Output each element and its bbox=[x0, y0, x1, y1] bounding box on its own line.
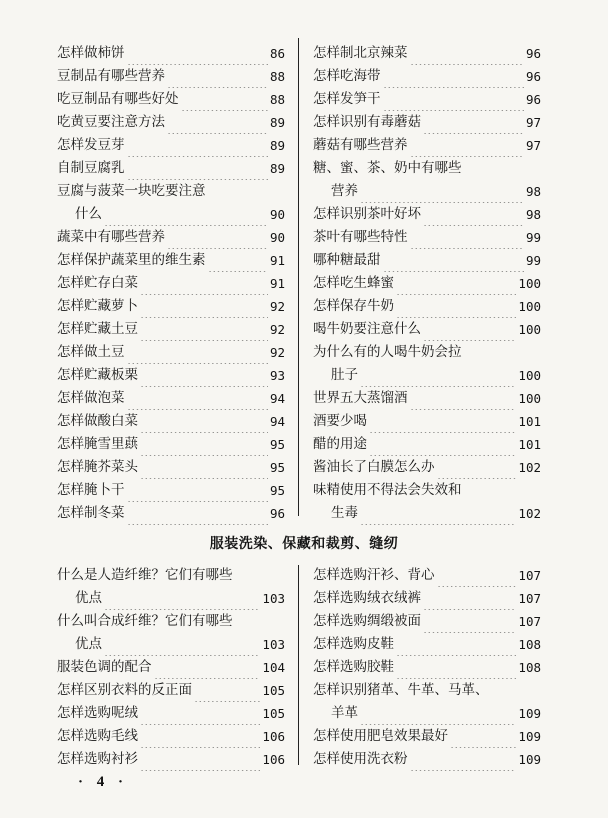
toc-leader-dots bbox=[127, 341, 268, 364]
toc-entry-page-number: 88 bbox=[269, 69, 285, 84]
toc-entry-page-number: 108 bbox=[518, 637, 541, 652]
toc-entry-title: 怎样使用洗衣粉 bbox=[313, 751, 408, 767]
toc-leader-dots bbox=[208, 249, 268, 272]
toc-entry-page-number: 95 bbox=[269, 483, 285, 498]
toc-entry-title: 羊革 bbox=[331, 705, 358, 721]
toc-entry-page-number: 100 bbox=[518, 276, 541, 291]
toc-entry bbox=[57, 456, 285, 479]
toc-leader-dots bbox=[127, 502, 268, 525]
toc-entry bbox=[57, 203, 285, 226]
toc-entry bbox=[313, 656, 541, 679]
toc-entry bbox=[57, 725, 285, 748]
toc-entry bbox=[313, 180, 541, 203]
toc-entry-title: 怎样做柿饼 bbox=[57, 45, 125, 61]
toc-entry-title: 肚子 bbox=[331, 367, 358, 383]
toc-entry bbox=[57, 702, 285, 725]
toc-entry-page-number: 103 bbox=[262, 591, 285, 606]
toc-entry-title: 喝牛奶要注意什么 bbox=[313, 321, 421, 337]
toc-entry-title: 优点 bbox=[75, 636, 102, 652]
toc-entry-page-number: 108 bbox=[518, 660, 541, 675]
toc-entry bbox=[57, 479, 285, 502]
toc-leader-dots bbox=[140, 318, 268, 341]
toc-leader-dots bbox=[140, 295, 268, 318]
toc-entry-page-number: 92 bbox=[269, 322, 285, 337]
toc-entry bbox=[313, 633, 541, 656]
toc-entry bbox=[313, 433, 541, 456]
toc-entry-page-number: 92 bbox=[269, 299, 285, 314]
toc-entry-page-number: 107 bbox=[518, 614, 541, 629]
toc-entry-page-number: 96 bbox=[525, 92, 541, 107]
toc-entry bbox=[57, 748, 285, 771]
toc-entry-page-number: 90 bbox=[269, 230, 285, 245]
toc-leader-dots bbox=[140, 748, 260, 771]
toc-entry-title: 醋的用途 bbox=[313, 436, 367, 452]
toc-entry-title: 怎样保护蔬菜里的维生素 bbox=[57, 252, 206, 268]
toc-leader-dots bbox=[450, 725, 516, 748]
toc-leader-dots bbox=[140, 725, 260, 748]
toc-entry bbox=[313, 502, 541, 525]
toc-entry bbox=[57, 42, 285, 65]
toc-leader-dots bbox=[423, 318, 516, 341]
toc-entry-title: 怎样贮藏板栗 bbox=[57, 367, 138, 383]
toc-leader-dots bbox=[396, 633, 516, 656]
toc-entry bbox=[313, 410, 541, 433]
toc-entry-title: 什么是人造纤维？它们有哪些 bbox=[57, 567, 233, 583]
toc-entry bbox=[313, 272, 541, 295]
toc-leader-dots bbox=[410, 134, 524, 157]
toc-entry-title: 怎样做泡菜 bbox=[57, 390, 125, 406]
toc-entry-page-number: 96 bbox=[269, 506, 285, 521]
toc-entry bbox=[57, 610, 285, 633]
toc-entry bbox=[57, 656, 285, 679]
toc-entry bbox=[57, 157, 285, 180]
toc-entry bbox=[57, 249, 285, 272]
toc-entry bbox=[313, 226, 541, 249]
toc-leader-dots bbox=[369, 433, 516, 456]
toc-entry-page-number: 104 bbox=[262, 660, 285, 675]
toc-entry-title: 怎样腌雪里蕻 bbox=[57, 436, 138, 452]
toc-leader-dots bbox=[127, 42, 268, 65]
toc-entry-title: 怎样选购胶鞋 bbox=[313, 659, 394, 675]
page-number: · 4 · bbox=[78, 774, 129, 790]
toc-leader-dots bbox=[423, 111, 524, 134]
toc-entry-page-number: 88 bbox=[269, 92, 285, 107]
toc-entry-title: 怎样吃海带 bbox=[313, 68, 381, 84]
toc-entry bbox=[313, 42, 541, 65]
toc-leader-dots bbox=[383, 249, 524, 272]
toc-leader-dots bbox=[360, 364, 516, 387]
toc-entry bbox=[313, 479, 541, 502]
toc-leader-dots bbox=[167, 65, 268, 88]
toc-entry-title: 怎样选购汗衫、背心 bbox=[313, 567, 435, 583]
toc-entry-title: 怎样吃生蜂蜜 bbox=[313, 275, 394, 291]
toc-entry bbox=[313, 249, 541, 272]
toc-entry bbox=[313, 134, 541, 157]
toc-entry-page-number: 109 bbox=[518, 752, 541, 767]
toc-leader-dots bbox=[127, 134, 268, 157]
toc-entry bbox=[313, 341, 541, 364]
toc-entry-title: 世界五大蒸馏酒 bbox=[313, 390, 408, 406]
toc-entry bbox=[57, 679, 285, 702]
toc-leader-dots bbox=[410, 387, 516, 410]
toc-entry bbox=[57, 502, 285, 525]
toc-entry-title: 什么 bbox=[75, 206, 102, 222]
toc-leader-dots bbox=[181, 88, 268, 111]
toc-leader-dots bbox=[360, 180, 524, 203]
toc-entry bbox=[57, 111, 285, 134]
toc-leader-dots bbox=[396, 656, 516, 679]
toc-leader-dots bbox=[410, 748, 516, 771]
toc-entry-page-number: 91 bbox=[269, 276, 285, 291]
toc-entry-page-number: 109 bbox=[518, 729, 541, 744]
toc-entry-title: 怎样选购绒衣绒裤 bbox=[313, 590, 421, 606]
toc-entry-page-number: 92 bbox=[269, 345, 285, 360]
toc-entry-page-number: 106 bbox=[262, 729, 285, 744]
toc-entry-page-number: 97 bbox=[525, 138, 541, 153]
toc-leader-dots bbox=[104, 203, 268, 226]
toc-leader-dots bbox=[140, 272, 268, 295]
toc-entry-title: 糖、蜜、茶、奶中有哪些 bbox=[313, 160, 462, 176]
toc-entry-title: 怎样做土豆 bbox=[57, 344, 125, 360]
toc-entry-title: 酒要少喝 bbox=[313, 413, 367, 429]
toc-leader-dots bbox=[140, 456, 268, 479]
toc-entry-title: 酱油长了白膜怎么办 bbox=[313, 459, 435, 475]
toc-leader-dots bbox=[140, 433, 268, 456]
toc-entry-title: 怎样选购毛线 bbox=[57, 728, 138, 744]
toc-entry-title: 营养 bbox=[331, 183, 358, 199]
toc-column-left-clothing bbox=[57, 564, 285, 771]
toc-entry bbox=[57, 387, 285, 410]
toc-entry-title: 吃黄豆要注意方法 bbox=[57, 114, 165, 130]
toc-entry-page-number: 101 bbox=[518, 414, 541, 429]
toc-entry-page-number: 93 bbox=[269, 368, 285, 383]
toc-entry-title: 怎样使用肥皂效果最好 bbox=[313, 728, 448, 744]
toc-entry-title: 怎样识别有毒蘑菇 bbox=[313, 114, 421, 130]
toc-entry bbox=[313, 679, 541, 702]
toc-entry bbox=[57, 295, 285, 318]
toc-entry-title: 为什么有的人喝牛奶会拉 bbox=[313, 344, 462, 360]
toc-entry-title: 怎样贮藏萝卜 bbox=[57, 298, 138, 314]
toc-entry-page-number: 106 bbox=[262, 752, 285, 767]
toc-entry-title: 怎样选购皮鞋 bbox=[313, 636, 394, 652]
toc-entry-page-number: 91 bbox=[269, 253, 285, 268]
toc-leader-dots bbox=[360, 702, 516, 725]
toc-leader-dots bbox=[437, 564, 516, 587]
toc-entry-title: 怎样腌芥菜头 bbox=[57, 459, 138, 475]
toc-entry bbox=[313, 157, 541, 180]
toc-entry-page-number: 101 bbox=[518, 437, 541, 452]
toc-entry-page-number: 105 bbox=[262, 706, 285, 721]
toc-entry-page-number: 89 bbox=[269, 115, 285, 130]
toc-leader-dots bbox=[127, 479, 268, 502]
toc-entry bbox=[57, 180, 285, 203]
toc-leader-dots bbox=[127, 387, 268, 410]
toc-entry-title: 怎样发笋干 bbox=[313, 91, 381, 107]
toc-entry-title: 豆腐与菠菜一块吃要注意 bbox=[57, 183, 206, 199]
toc-entry-page-number: 97 bbox=[525, 115, 541, 130]
toc-entry bbox=[313, 318, 541, 341]
toc-entry-page-number: 102 bbox=[518, 460, 541, 475]
toc-entry bbox=[57, 410, 285, 433]
toc-entry bbox=[57, 318, 285, 341]
toc-entry bbox=[57, 88, 285, 111]
toc-entry-page-number: 89 bbox=[269, 138, 285, 153]
toc-entry-title: 怎样制冬菜 bbox=[57, 505, 125, 521]
toc-entry-title: 优点 bbox=[75, 590, 102, 606]
toc-entry bbox=[57, 272, 285, 295]
toc-entry bbox=[313, 456, 541, 479]
toc-entry-title: 怎样发豆芽 bbox=[57, 137, 125, 153]
toc-entry-title: 怎样做酸白菜 bbox=[57, 413, 138, 429]
toc-entry-page-number: 100 bbox=[518, 322, 541, 337]
toc-entry-title: 怎样区别衣料的反正面 bbox=[57, 682, 192, 698]
toc-entry bbox=[313, 748, 541, 771]
toc-entry-title: 怎样选购呢绒 bbox=[57, 705, 138, 721]
toc-leader-dots bbox=[410, 42, 524, 65]
toc-entry bbox=[313, 725, 541, 748]
toc-leader-dots bbox=[140, 364, 268, 387]
toc-entry bbox=[313, 295, 541, 318]
toc-entry-title: 蘑菇有哪些营养 bbox=[313, 137, 408, 153]
toc-leader-dots bbox=[437, 456, 516, 479]
section-title-clothing: 服装洗染、保藏和裁剪、缝纫 bbox=[209, 536, 399, 552]
toc-entry-title: 怎样识别茶叶好坏 bbox=[313, 206, 421, 222]
toc-entry bbox=[313, 610, 541, 633]
toc-leader-dots bbox=[167, 226, 268, 249]
toc-entry bbox=[313, 111, 541, 134]
toc-entry-title: 怎样贮存白菜 bbox=[57, 275, 138, 291]
toc-entry-title: 豆制品有哪些营养 bbox=[57, 68, 165, 84]
toc-entry-page-number: 100 bbox=[518, 299, 541, 314]
toc-entry-page-number: 100 bbox=[518, 368, 541, 383]
toc-entry bbox=[57, 134, 285, 157]
toc-entry-title: 茶叶有哪些特性 bbox=[313, 229, 408, 245]
toc-entry bbox=[313, 564, 541, 587]
toc-entry-page-number: 86 bbox=[269, 46, 285, 61]
toc-entry-page-number: 96 bbox=[525, 69, 541, 84]
toc-column-right-food bbox=[313, 42, 541, 525]
toc-entry bbox=[313, 587, 541, 610]
toc-entry bbox=[57, 633, 285, 656]
toc-leader-dots bbox=[140, 702, 260, 725]
toc-entry-title: 怎样选购绸缎被面 bbox=[313, 613, 421, 629]
toc-entry bbox=[313, 387, 541, 410]
toc-entry bbox=[57, 364, 285, 387]
toc-entry-page-number: 89 bbox=[269, 161, 285, 176]
toc-column-right-clothing bbox=[313, 564, 541, 771]
toc-entry-title: 怎样选购衬衫 bbox=[57, 751, 138, 767]
toc-entry-title: 怎样保存牛奶 bbox=[313, 298, 394, 314]
toc-entry-page-number: 94 bbox=[269, 391, 285, 406]
toc-entry-title: 蔬菜中有哪些营养 bbox=[57, 229, 165, 245]
toc-leader-dots bbox=[396, 295, 516, 318]
toc-entry-page-number: 103 bbox=[262, 637, 285, 652]
toc-leader-dots bbox=[140, 410, 268, 433]
toc-leader-dots bbox=[104, 587, 260, 610]
toc-entry bbox=[57, 433, 285, 456]
toc-entry-page-number: 94 bbox=[269, 414, 285, 429]
toc-entry bbox=[313, 203, 541, 226]
toc-leader-dots bbox=[360, 502, 516, 525]
toc-entry-page-number: 107 bbox=[518, 568, 541, 583]
toc-entry-title: 服装色调的配合 bbox=[57, 659, 152, 675]
toc-leader-dots bbox=[194, 679, 260, 702]
toc-entry-page-number: 98 bbox=[525, 184, 541, 199]
toc-leader-dots bbox=[369, 410, 516, 433]
toc-entry-page-number: 102 bbox=[518, 506, 541, 521]
toc-leader-dots bbox=[383, 65, 524, 88]
toc-entry bbox=[57, 587, 285, 610]
toc-leader-dots bbox=[104, 633, 260, 656]
toc-leader-dots bbox=[154, 656, 260, 679]
toc-entry bbox=[57, 226, 285, 249]
toc-leader-dots bbox=[423, 610, 516, 633]
toc-leader-dots bbox=[410, 226, 524, 249]
toc-column-left-food bbox=[57, 42, 285, 525]
toc-entry-page-number: 90 bbox=[269, 207, 285, 222]
toc-leader-dots bbox=[127, 157, 268, 180]
column-divider-bottom bbox=[298, 565, 299, 765]
toc-entry-title: 怎样贮藏土豆 bbox=[57, 321, 138, 337]
toc-entry-title: 自制豆腐乳 bbox=[57, 160, 125, 176]
toc-leader-dots bbox=[167, 111, 268, 134]
toc-entry-title: 生毒 bbox=[331, 505, 358, 521]
toc-entry-page-number: 95 bbox=[269, 460, 285, 475]
toc-leader-dots bbox=[383, 88, 524, 111]
toc-entry bbox=[313, 702, 541, 725]
toc-entry bbox=[57, 564, 285, 587]
toc-entry-title: 怎样识别猪革、牛革、马革、 bbox=[313, 682, 489, 698]
toc-entry-title: 哪种糖最甜 bbox=[313, 252, 381, 268]
toc-entry-title: 怎样制北京辣菜 bbox=[313, 45, 408, 61]
toc-leader-dots bbox=[423, 203, 524, 226]
toc-entry-page-number: 99 bbox=[525, 230, 541, 245]
toc-entry-page-number: 95 bbox=[269, 437, 285, 452]
toc-entry-title: 什么叫合成纤维？它们有哪些 bbox=[57, 613, 233, 629]
toc-entry-page-number: 99 bbox=[525, 253, 541, 268]
toc-entry-page-number: 107 bbox=[518, 591, 541, 606]
toc-entry-page-number: 96 bbox=[525, 46, 541, 61]
column-divider-top bbox=[298, 38, 299, 516]
toc-leader-dots bbox=[396, 272, 516, 295]
toc-entry-page-number: 98 bbox=[525, 207, 541, 222]
toc-entry bbox=[313, 88, 541, 111]
toc-entry-title: 怎样腌卜干 bbox=[57, 482, 125, 498]
toc-entry bbox=[57, 65, 285, 88]
toc-entry bbox=[57, 341, 285, 364]
toc-entry bbox=[313, 364, 541, 387]
toc-entry-page-number: 100 bbox=[518, 391, 541, 406]
toc-entry-title: 吃豆制品有哪些好处 bbox=[57, 91, 179, 107]
toc-entry-page-number: 109 bbox=[518, 706, 541, 721]
toc-entry-page-number: 105 bbox=[262, 683, 285, 698]
toc-leader-dots bbox=[423, 587, 516, 610]
toc-entry bbox=[313, 65, 541, 88]
toc-entry-title: 味精使用不得法会失效和 bbox=[313, 482, 462, 498]
